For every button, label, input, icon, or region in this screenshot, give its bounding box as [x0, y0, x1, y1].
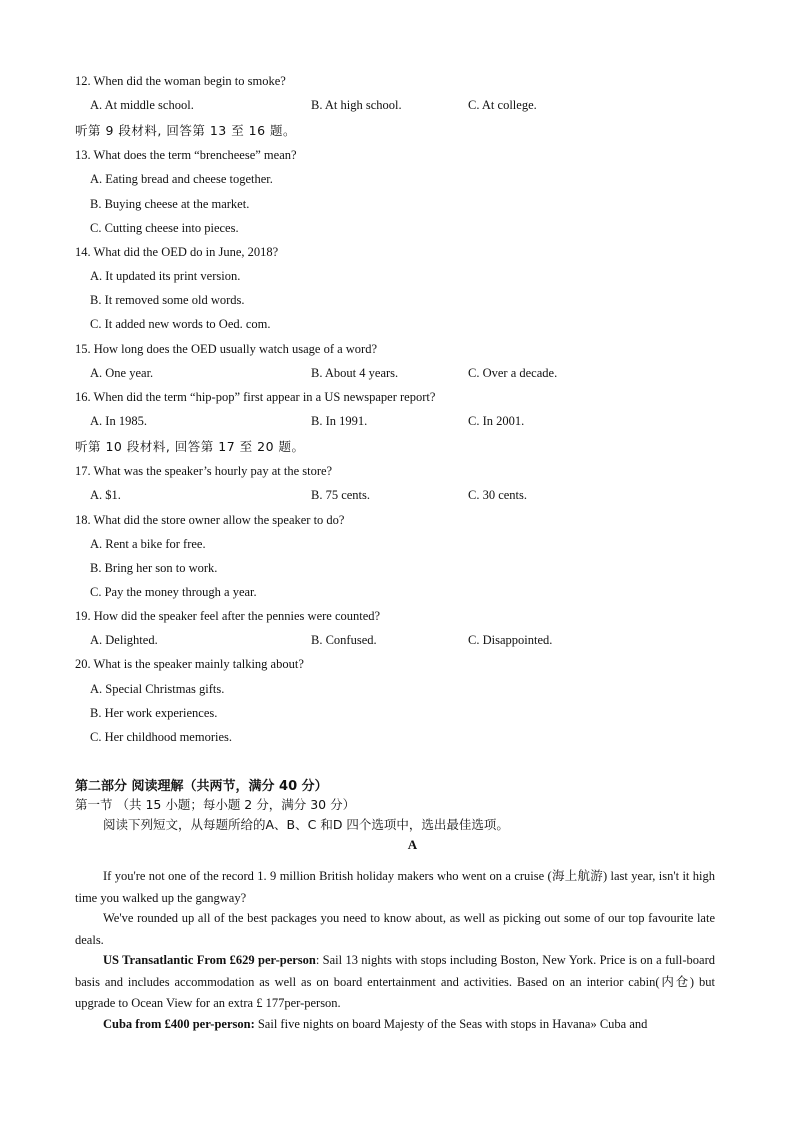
q14-option-c: C. It added new words to Oed. com.	[90, 317, 271, 331]
q18-option-c: C. Pay the money through a year.	[90, 585, 257, 599]
question-13: 13. What does the term “brencheese” mean?	[75, 148, 297, 162]
q16-option-c: C. In 2001.	[468, 414, 525, 428]
q13-option-b: B. Buying cheese at the market.	[90, 197, 250, 211]
q13-option-a: A. Eating bread and cheese together.	[90, 172, 273, 186]
q14-option-b: B. It removed some old words.	[90, 293, 245, 307]
q20-option-c: C. Her childhood memories.	[90, 730, 232, 744]
question-16: 16. When did the term “hip-pop” first appear in a US newspaper report?	[75, 390, 436, 404]
section-instruction-10: 听第 10 段材料, 回答第 17 至 20 题。	[75, 439, 305, 454]
q15-option-b: B. About 4 years.	[311, 366, 399, 380]
q19-option-b: B. Confused.	[311, 633, 377, 647]
q15-option-c: C. Over a decade.	[468, 366, 558, 380]
q17-option-b: B. 75 cents.	[311, 488, 371, 502]
paragraph-3-heading: US Transatlantic From £629 per-person	[103, 953, 316, 967]
question-19: 19. How did the speaker feel after the pennies were counted?	[75, 609, 381, 623]
q13-option-c: C. Cutting cheese into pieces.	[90, 221, 239, 235]
q18-option-b: B. Bring her son to work.	[90, 561, 218, 575]
paragraph-3-text: : Sail 13 nights with stops including Boston, New York. Price is on a full-board basis and includes accommodation as well as on board entertainment and activities. Based on an interior cabin(内仓) but upgrade to Ocean View for an extra £ 177per-person.	[75, 953, 715, 1010]
paragraph-4-text: Sail five nights on board Majesty of the Seas with stops in Havana» Cuba and	[254, 1017, 648, 1031]
question-20: 20. What is the speaker mainly talking about?	[75, 657, 304, 671]
q19-option-c: C. Disappointed.	[468, 633, 553, 647]
question-14: 14. What did the OED do in June, 2018?	[75, 245, 279, 259]
q12-option-b: B. At high school.	[311, 98, 402, 112]
passage-paragraph-1	[75, 866, 715, 909]
q17-option-c: C. 30 cents.	[468, 488, 528, 502]
q20-option-b: B. Her work experiences.	[90, 706, 218, 720]
passage-paragraph-2	[75, 908, 715, 951]
q19-option-a: A. Delighted.	[90, 633, 158, 647]
paragraph-4-heading: Cuba from £400 per-person:	[103, 1017, 255, 1031]
passage-paragraph-3	[75, 950, 715, 1015]
q12-option-a: A. At middle school.	[90, 98, 194, 112]
q15-option-a: A. One year.	[90, 366, 154, 380]
passage-label: A	[407, 837, 418, 852]
paragraph-2-text: We've rounded up all of the best packages you need to know about, as well as picking out some of our top favourite late deals.	[75, 911, 715, 947]
question-12: 12. When did the woman begin to smoke?	[75, 74, 286, 88]
q18-option-a: A. Rent a bike for free.	[90, 537, 206, 551]
q14-option-a: A. It updated its print version.	[90, 269, 241, 283]
question-18: 18. What did the store owner allow the speaker to do?	[75, 513, 345, 527]
q16-option-a: A. In 1985.	[90, 414, 147, 428]
question-17: 17. What was the speaker’s hourly pay at the store?	[75, 464, 333, 478]
part2-subtitle: 第一节 （共 15 小题；每小题 2 分，满分 30 分）	[75, 797, 356, 812]
q20-option-a: A. Special Christmas gifts.	[90, 682, 225, 696]
question-15: 15. How long does the OED usually watch usage of a word?	[75, 342, 378, 356]
section-instruction-9: 听第 9 段材料, 回答第 13 至 16 题。	[75, 123, 297, 138]
q16-option-b: B. In 1991.	[311, 414, 368, 428]
q17-option-a: A. $1.	[90, 488, 121, 502]
q12-option-c: C. At college.	[468, 98, 537, 112]
paragraph-1-text: If you're not one of the record 1. 9 million British holiday makers who went on a cruise (海上航游) last year, isn't it high time you walked up the gangway?	[75, 869, 715, 905]
part2-title: 第二部分 阅读理解（共两节，满分 40 分）	[75, 779, 328, 794]
part2-instruction: 阅读下列短文，从每题所给的A、B、C 和D 四个选项中，选出最佳选项。	[103, 817, 509, 832]
passage-paragraph-4	[75, 1014, 715, 1036]
